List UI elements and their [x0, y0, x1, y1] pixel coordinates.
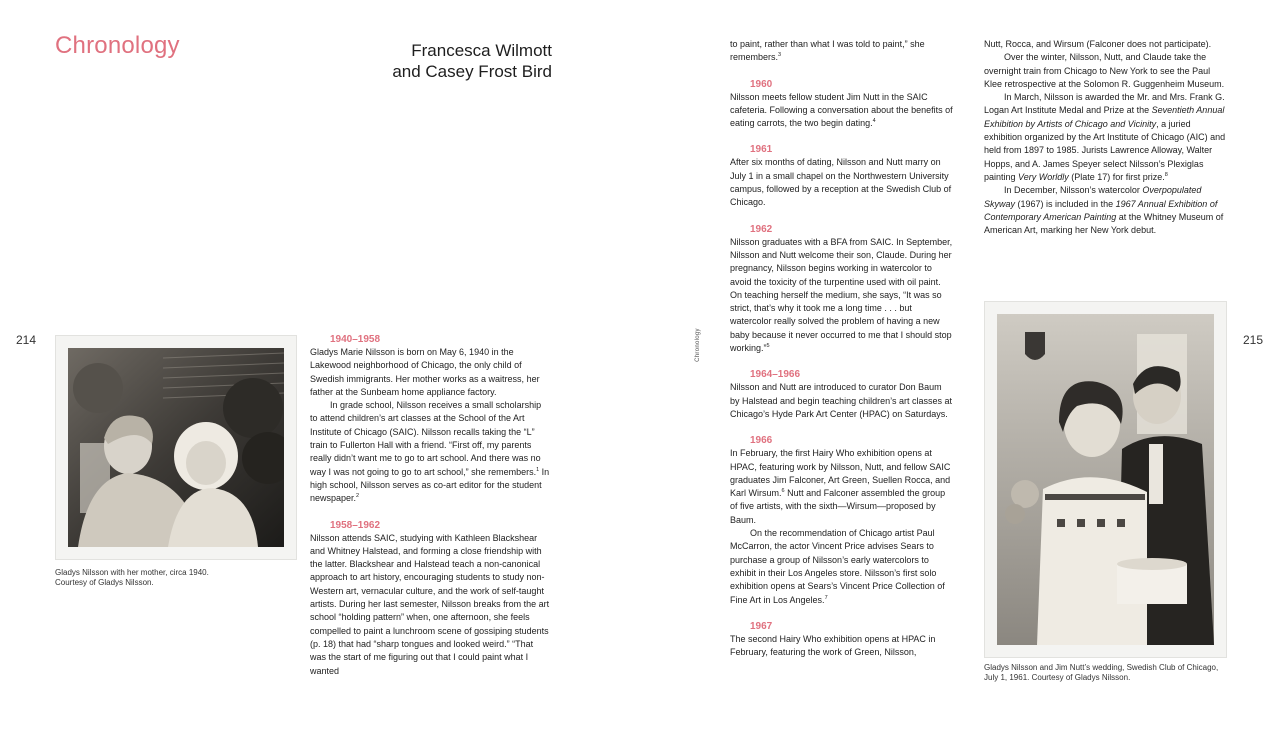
photo-mother-child — [55, 335, 297, 560]
paragraph: The second Hairy Who exhibition opens at HPAC in February, featuring the work of Green, Nilsson, — [730, 633, 936, 658]
running-head — [693, 325, 703, 365]
year-heading: 1967 — [750, 620, 773, 632]
year-heading: 1962 — [750, 223, 773, 235]
paragraph: On the recommendation of Chicago artist Paul McCarron, the actor Vincent Price advises Sears to purchase a group of Nilsson’s early watercolors to exhibit in their Los Angeles store. Nilsson’s first solo exhibition opens at Sears’s Vincent Price Collection of Fine Art in Los Angeles.$^7$ — [730, 528, 945, 605]
footnote-ref: 3 — [778, 52, 782, 59]
footnote-ref: 6 — [781, 488, 785, 495]
caption-line: July 1, 1961. Courtesy of Gladys Nilsson. — [984, 673, 1131, 682]
page-number-right: 215 — [1243, 333, 1264, 347]
page-title: Chronology — [55, 32, 180, 59]
author-line-1: Francesca Wilmott — [411, 41, 552, 60]
year-heading: 1961 — [750, 144, 773, 156]
footnote-ref: 7 — [824, 594, 828, 601]
photo-wedding — [984, 301, 1227, 658]
paragraph: Nilsson graduates with a BFA from SAIC. In September, Nilsson and Nutt welcome their son, Claude. During her pregnancy, Nilsson begins working in watercolor to avoid the toxicity of the turpentine used with oil paint. On teaching herself the medium, she says, “It was so strict, that’s why it took me a long time . . . but watercolor really solved the problem of having a new baby because it never occurred to me that I should stop working.”$^5$ — [730, 236, 953, 354]
footnote-ref: 2 — [356, 493, 360, 500]
footnote-ref: 4 — [872, 118, 876, 125]
caption-line: Gladys Nilsson with her mother, circa 1940. — [55, 568, 209, 577]
year-heading: 1960 — [750, 78, 773, 90]
page-number-left: 214 — [16, 333, 37, 347]
paragraph: Gladys Marie Nilsson is born on May 6, 1940 in the Lakewood neighborhood of Chicago, the only child of Swedish immigrants. Her mother works as a waitress, her father at the Sunbeam home appliance factory. — [310, 347, 540, 397]
photo-wedding-caption — [984, 663, 1234, 683]
photo-mother-child-image — [68, 348, 284, 547]
paragraph: Over the winter, Nilsson, Nutt, and Claude take the overnight train from Chicago to New York to see the Paul Klee retrospective at the Solomon R. Guggenheim Museum. — [984, 52, 1225, 89]
paragraph: Nutt, Rocca, and Wirsum (Falconer does not participate). — [984, 39, 1212, 49]
photo-wedding-image — [997, 314, 1214, 645]
text-column-3 — [984, 38, 1227, 237]
paragraph: In grade school, Nilsson receives a small scholarship to attend children’s art classes at the School of the Art Institute of Chicago (SAIC). Nilsson recalls taking the “L” train to Fullerton Hall with a friend. “First off, my parents really didn’t want me to go to art school. And there was no way I was not going to go to art school,” she remembers.$^1$ In high school, Nilsson serves as co-art editor for the student newspaper.$^2$ — [310, 400, 550, 504]
paragraph: Nilsson and Nutt are introduced to curator Don Baum by Halstead and begin teaching children’s art classes at Chicago’s Hyde Park Art Center (HPAC) on Saturdays. — [730, 382, 952, 419]
year-heading: 1958–1962 — [330, 519, 381, 531]
year-heading: 1964–1966 — [750, 369, 801, 381]
authors — [352, 40, 552, 82]
author-line-2: and Casey Frost Bird — [392, 62, 552, 81]
paragraph: Nilsson meets fellow student Jim Nutt in the SAIC cafeteria. Following a conversation about the benefits of eating carrots, the two begin dating.$^4$ — [730, 91, 953, 129]
caption-line: Courtesy of Gladys Nilsson. — [55, 578, 154, 587]
caption-line: Gladys Nilsson and Jim Nutt’s wedding, Swedish Club of Chicago, — [984, 663, 1219, 672]
paragraph: Nilsson attends SAIC, studying with Kathleen Blackshear and Whitney Halstead, and forming a close friendship with the latter. Blackshear and Halstead teach a non-canonical approach to art history, encouraging students to study non-Western art, vernacular culture, and the work of self-taught artists. During her last semester, Nilsson breaks from the art school “holding pattern” when, one afternoon, she feels compelled to paint a lunchroom scene of gossiping students (p. 18) that had “sharp tongues and looked weird.” “That was the start of me figuring out that I could paint what I wanted — [310, 532, 550, 676]
paragraph: to paint, rather than what I was told to paint,” she remembers.$^3$ — [730, 39, 925, 63]
paragraph: In February, the first Hairy Who exhibition opens at HPAC, featuring work by Nilsson, Nutt, and fellow SAIC graduates Jim Falconer, Art Green, Suellen Rocca, and Karl Wirsum.$^6$ Nutt and Falconer assembled the group of five artists, with the sixth—Wirsum—proposed by Baum. — [730, 448, 951, 525]
running-head-text: Chronology — [695, 328, 701, 362]
text-column-2 — [730, 38, 953, 659]
year-heading: 1966 — [750, 435, 773, 447]
year-heading: 1940–1958 — [330, 334, 381, 345]
footnote-ref: 5 — [766, 343, 770, 350]
paragraph: In December, Nilsson’s watercolor Overpopulated Skyway (1967) is included in the 1967 Annual Exhibition of Contemporary American Painting at the Whitney Museum of American Art, marking her New York debut. — [984, 185, 1224, 236]
footnote-ref: 1 — [536, 466, 540, 473]
paragraph: In March, Nilsson is awarded the Mr. and Mrs. Frank G. Logan Art Institute Medal and Prize at the Seventieth Annual Exhibition by Artists of Chicago and Vicinity, a juried exhibition organized by the Art Institute of Chicago (AIC) and held from 1897 to 1985. Jurists Lawrence Alloway, Walter Hopps, and A. James Speyer select Nilsson’s Plexiglas painting Very Worldly (Plate 17) for first prize.$^8$ — [984, 92, 1226, 182]
footnote-ref: 8 — [1164, 171, 1168, 178]
photo-mother-child-caption — [55, 568, 300, 588]
paragraph: After six months of dating, Nilsson and Nutt marry on July 1 in a small chapel on the Northwestern University campus, followed by a reception at the Swedish Club of Chicago. — [730, 157, 952, 208]
text-column-1 — [310, 333, 551, 678]
